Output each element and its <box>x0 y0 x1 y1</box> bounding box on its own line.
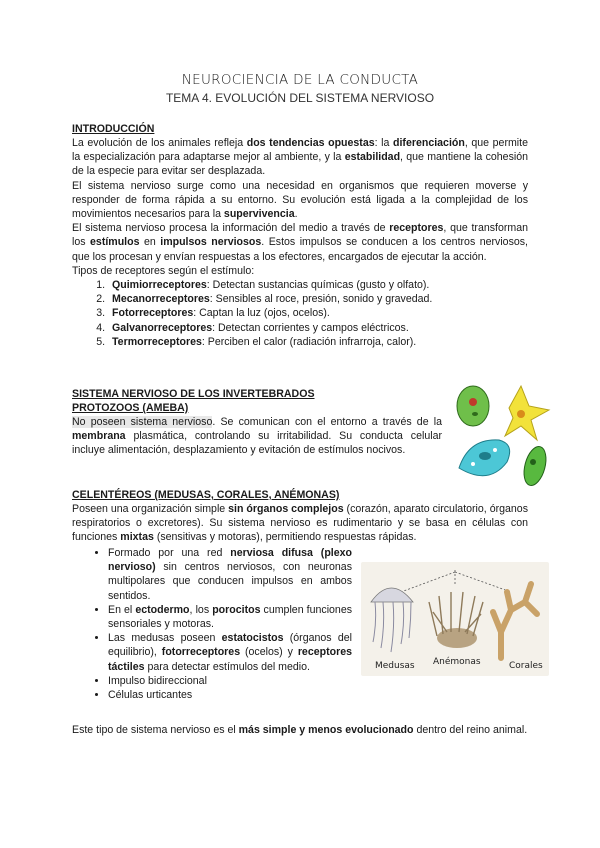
intro-paragraph-2: El sistema nervioso surge como una necesidad en organismos que requieren moverse y responder de forma rápida a su entorno. Su evolución está ligada a la complejidad de los movimientos necesarios para la supervivencia. <box>72 179 528 221</box>
cnidarians-list <box>72 546 352 702</box>
list-item: 3. Fotorreceptores: Captan la luz (ojos, ocelos). <box>108 306 528 320</box>
intro-section <box>72 122 528 349</box>
cnidarians-paragraph-1: Poseen una organización simple sin órganos complejos (corazón, aparato circulatorio, órganos respiratorios o excretores). Su sistema nervioso es rudimentario y se basa en células con funciones mixtas (sensitivas y motoras), permitiendo respuestas rápidas. <box>72 503 528 544</box>
list-item: 1. Quimiorreceptores: Detectan sustancias químicas (gusto y olfato). <box>108 278 528 292</box>
document-title: NEUROCIENCIA DE LA CONDUCTA <box>181 72 419 88</box>
list-item: • Células urticantes <box>108 688 352 702</box>
protozoa-heading: PROTOZOOS (AMEBA) <box>72 402 189 414</box>
list-item: • Impulso bidireccional <box>108 674 352 688</box>
invertebrates-section <box>72 387 442 458</box>
intro-paragraph-1: La evolución de los animales refleja dos tendencias opuestas: la diferenciación, que permite la especialización para adaptarse mejor al ambiente, y la estabilidad, que mantiene la cohesión de la especie para evitar ser desplazada. <box>72 137 529 178</box>
list-item: • Las medusas poseen estatocistos (órganos del equilibrio), fotorreceptores (ocelos) y receptores táctiles para detectar estímulos del medio. <box>108 631 352 674</box>
cnidarians-bullets <box>72 546 352 702</box>
intro-paragraph-3: El sistema nervioso procesa la información del medio a través de receptores, que transforman los estímulos en impulsos nerviosos. Estos impulsos se conducen a los centros nerviosos, que los procesan y envían respuestas a los efectores, encargados de ejecutar la acción. <box>72 222 529 263</box>
cnidarians-heading: CELENTÉREOS (MEDUSAS, CORALES, ANÉMONAS) <box>72 489 340 501</box>
list-item: • En el ectodermo, los porocitos cumplen funciones sensoriales y motoras. <box>108 603 352 631</box>
intro-heading: INTRODUCCIÓN <box>72 123 155 135</box>
cnidarians-conclusion <box>72 723 528 737</box>
cnidarians-illustration <box>361 562 549 676</box>
list-item: 5. Termorreceptores: Perciben el calor (radiación infrarroja, calor). <box>108 335 528 349</box>
caption-anemonas: Anémonas <box>433 657 481 667</box>
list-item: 4. Galvanorreceptores: Detectan corrientes y campos eléctricos. <box>108 321 528 335</box>
list-item: 2. Mecanorreceptores: Sensibles al roce, presión, sonido y gravedad. <box>108 292 528 306</box>
protozoa-paragraph: No poseen sistema nervioso. Se comunican con el entorno a través de la membrana plasmática, controlando su irritabilidad. Su conducta celular incluye alimentación, desplazamiento y evitación de estímulos nocivos. <box>72 416 442 457</box>
list-item: • Formado por una red nerviosa difusa (plexo nervioso) sin centros nerviosos, con neuronas multipolares que conducen impulsos en ambos sentidos. <box>108 546 352 603</box>
cnidarians-paragraph-2: Este tipo de sistema nervioso es el más simple y menos evolucionado dentro del reino animal. <box>72 724 528 736</box>
caption-medusas: Medusas <box>375 661 415 671</box>
protozoa-image <box>449 378 553 490</box>
cnidarians-image <box>361 562 549 676</box>
cnidarians-section <box>72 488 528 545</box>
document-subtitle: TEMA 4. EVOLUCIÓN DEL SISTEMA NERVIOSO <box>165 91 435 105</box>
caption-corales: Corales <box>509 661 543 671</box>
protozoa-illustration <box>449 378 553 490</box>
receptor-list <box>72 278 528 349</box>
intro-paragraph-4: Tipos de receptores según el estímulo: <box>72 264 255 277</box>
invertebrates-heading: SISTEMA NERVIOSO DE LOS INVERTEBRADOS <box>72 388 315 400</box>
